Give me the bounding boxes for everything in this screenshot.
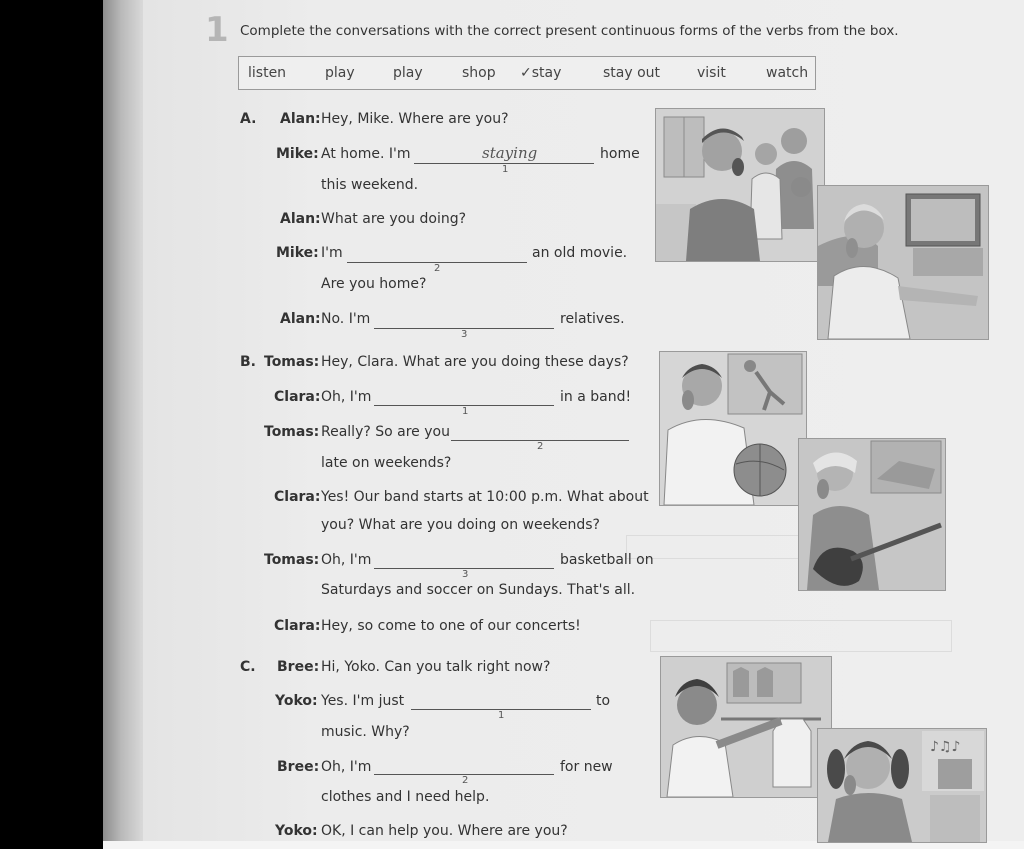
dialogue-line: Oh, I'm xyxy=(321,552,372,568)
conversation-c-label: C. xyxy=(240,659,256,675)
dialogue-line: At home. I'm xyxy=(321,146,411,162)
word-box-item: visit xyxy=(697,65,726,81)
mike-family-drawing xyxy=(656,109,824,261)
dialogue-line: to xyxy=(596,693,611,709)
blank-number: 2 xyxy=(434,263,441,274)
dialogue-line: Hey, Clara. What are you doing these days? xyxy=(321,354,629,370)
speaker-label: Clara: xyxy=(274,389,321,405)
word-box xyxy=(238,56,816,90)
exercise-instruction: Complete the conversations with the correct present continuous forms of the verbs from the box. xyxy=(240,23,899,39)
dialogue-line: relatives. xyxy=(560,311,625,327)
illustration-tomas-basketball xyxy=(659,351,807,506)
dialogue-line: No. I'm xyxy=(321,311,371,327)
blank-number: 1 xyxy=(498,710,505,721)
blank-number: 3 xyxy=(461,329,468,340)
dialogue-line: this weekend. xyxy=(321,177,419,193)
dialogue-line: Hey, Mike. Where are you? xyxy=(321,111,509,127)
illustration-bree-shopping xyxy=(660,656,832,798)
example-answer: staying xyxy=(482,144,538,162)
illustration-clara-guitar xyxy=(798,438,946,591)
dialogue-line: Hi, Yoko. Can you talk right now? xyxy=(321,659,551,675)
illustration-yoko-music xyxy=(817,728,987,843)
blank-number: 2 xyxy=(462,775,469,786)
exercise-number: 1 xyxy=(205,10,229,50)
conversation-b-label: B. xyxy=(240,354,256,370)
dialogue-line: Really? So are you xyxy=(321,424,450,440)
speaker-label: Bree: xyxy=(277,759,320,775)
dialogue-line: in a band! xyxy=(560,389,632,405)
dialogue-line: home xyxy=(600,146,640,162)
word-box-item: play xyxy=(325,65,355,81)
dialogue-line: I'm xyxy=(321,245,343,261)
dialogue-line: Are you home? xyxy=(321,276,427,292)
svg-text:♪♫♪: ♪♫♪ xyxy=(930,739,961,755)
speaker-label: Tomas: xyxy=(264,354,320,370)
speaker-label: Yoko: xyxy=(275,823,318,839)
dialogue-line: you? What are you doing on weekends? xyxy=(321,517,600,533)
show-through-box xyxy=(650,620,952,652)
clara-drawing xyxy=(799,439,945,590)
speaker-label: Alan: xyxy=(280,111,321,127)
speaker-label: Mike: xyxy=(276,245,319,261)
word-box-item: listen xyxy=(248,65,287,81)
book-page xyxy=(143,0,1024,841)
dialogue-line: an old movie. xyxy=(532,245,628,261)
dialogue-line: Saturdays and soccer on Sundays. That's all. xyxy=(321,582,636,598)
speaker-label: Yoko: xyxy=(275,693,318,709)
speaker-label: Alan: xyxy=(280,311,321,327)
speaker-label: Tomas: xyxy=(264,552,320,568)
speaker-label: Clara: xyxy=(274,618,321,634)
dialogue-line: What are you doing? xyxy=(321,211,467,227)
word-box-item: shop xyxy=(462,65,496,81)
word-box-item: play xyxy=(393,65,423,81)
speaker-label: Mike: xyxy=(276,146,319,162)
illustration-mike-at-home xyxy=(655,108,825,262)
blank-number: 1 xyxy=(502,164,509,175)
book-gutter xyxy=(103,0,143,841)
dialogue-line: clothes and I need help. xyxy=(321,789,490,805)
dialogue-line: Oh, I'm xyxy=(321,759,372,775)
word-box-item: ✓stay xyxy=(520,65,562,81)
blank-number: 1 xyxy=(462,406,469,417)
yoko-drawing xyxy=(818,729,986,842)
speaker-label: Alan: xyxy=(280,211,321,227)
illustration-alan-visiting xyxy=(817,185,989,340)
speaker-label: Clara: xyxy=(274,489,321,505)
conversation-a-label: A. xyxy=(240,111,257,127)
bree-drawing xyxy=(661,657,831,797)
speaker-label: Tomas: xyxy=(264,424,320,440)
word-box-item: watch xyxy=(766,65,809,81)
tomas-drawing xyxy=(660,352,806,505)
blank-number: 3 xyxy=(462,569,469,580)
dialogue-line: Hey, so come to one of our concerts! xyxy=(321,618,581,634)
dialogue-line: late on weekends? xyxy=(321,455,452,471)
dialogue-line: Oh, I'm xyxy=(321,389,372,405)
speaker-label: Bree: xyxy=(277,659,320,675)
blank-number: 2 xyxy=(537,441,544,452)
dialogue-line: OK, I can help you. Where are you? xyxy=(321,823,568,839)
dialogue-line: for new xyxy=(560,759,613,775)
alan-drawing xyxy=(818,186,988,339)
dialogue-line: music. Why? xyxy=(321,724,410,740)
dialogue-line: Yes. I'm just xyxy=(321,693,405,709)
dialogue-line: basketball on xyxy=(560,552,654,568)
dialogue-line: Yes! Our band starts at 10:00 p.m. What about xyxy=(321,489,649,505)
word-box-item: stay out xyxy=(603,65,661,81)
